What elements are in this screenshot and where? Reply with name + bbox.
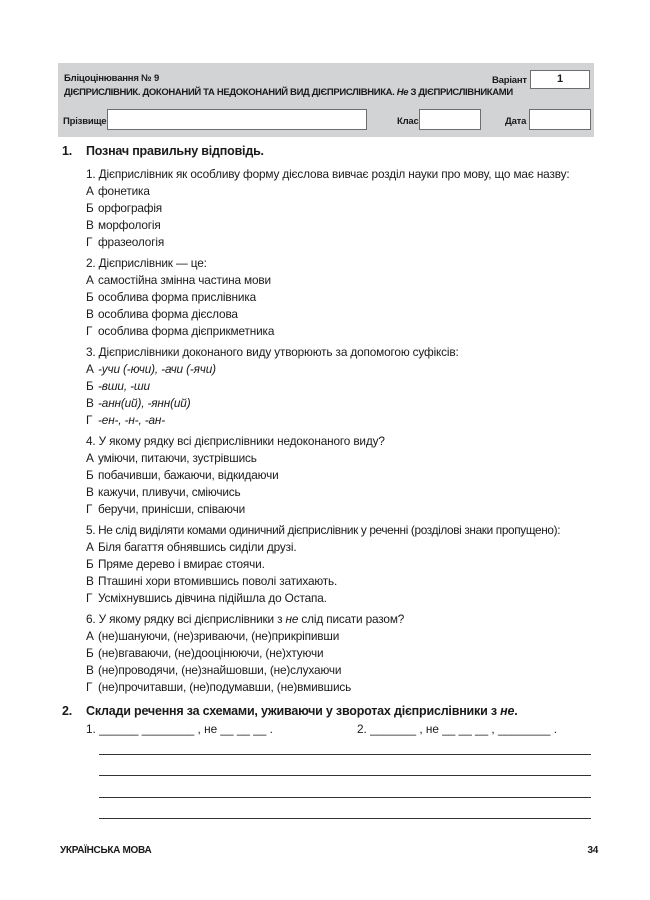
variant-value: 1 [556, 73, 564, 85]
q2-option-b[interactable]: Б особлива форма прислівника [86, 290, 256, 304]
class-label: Клас [397, 116, 419, 127]
variant-box [530, 70, 590, 89]
header-panel [58, 63, 594, 137]
q5-option-d[interactable]: Г Усміхнувшись дівчина підійшла до Остапа. [86, 591, 327, 605]
question-3: 3. Дієприслівники доконаного виду утворюють за допомогою суфіксів: [86, 345, 459, 359]
q2-option-d[interactable]: Г особлива форма дієприкметника [86, 324, 275, 338]
footer-subject: УКРАЇНСЬКА МОВА [60, 845, 152, 856]
answer-line[interactable] [99, 754, 591, 755]
q4-option-c[interactable]: В кажучи, пливучи, сміючись [86, 485, 241, 499]
q4-option-a[interactable]: А уміючи, питаючи, зустрівшись [86, 451, 257, 465]
q4-option-d[interactable]: Г беручи, принісши, співаючи [86, 502, 246, 516]
surname-field[interactable] [107, 109, 367, 130]
q1-option-a[interactable]: А фонетика [86, 184, 150, 198]
question-4: 4. У якому рядку всі дієприслівники недоконаного виду? [86, 434, 385, 448]
answer-line[interactable] [99, 775, 591, 776]
question-2: 2. Дієприслівник — це: [86, 256, 207, 270]
q6-option-a[interactable]: А (не)шануючи, (не)зриваючи, (не)прикріпивши [86, 629, 340, 643]
q3-option-a[interactable]: А -учи (-ючи), -ачи (-ячи) [86, 362, 216, 376]
question-6: 6. У якому рядку всі дієприслівники з не слід писати разом? [86, 612, 405, 626]
q6-option-b[interactable]: Б (не)вгаваючи, (не)дооцінюючи, (не)хтуючи [86, 646, 324, 660]
surname-label: Прізвище [63, 116, 107, 127]
task-1-number: 1. [62, 144, 73, 158]
q6-option-c[interactable]: В (не)проводячи, (не)знайшовши, (не)слухаючи [86, 663, 342, 677]
question-5: 5. Не слід виділяти комами одиничний дієприслівник у реченні (розділові знаки пропущено): [86, 523, 561, 537]
q4-option-b[interactable]: Б побачивши, бажаючи, відкидаючи [86, 468, 279, 482]
date-label: Дата [505, 116, 527, 127]
task-2-title: Склади речення за схемами, уживаючи у зворотах дієприслівники з не. [86, 704, 518, 718]
class-field[interactable] [419, 109, 481, 130]
q2-option-a[interactable]: А самостійна змінна частина мови [86, 273, 271, 287]
q1-option-d[interactable]: Г фразеологія [86, 235, 165, 249]
answer-line[interactable] [99, 797, 591, 798]
topic-title: ДІЄПРИСЛІВНИК. ДОКОНАНИЙ ТА НЕДОКОНАНИЙ ВИД ДІЄПРИСЛІВНИКА. Не З ДІЄПРИСЛІВНИКАМИ [64, 87, 513, 98]
work-number: Бліцоцінювання № 9 [64, 73, 160, 84]
q5-option-c[interactable]: В Пташині хори втомившись поволі затихають. [86, 574, 338, 588]
q3-option-d[interactable]: Г -ен-, -н-, -ан- [86, 413, 166, 427]
scheme-2: 2. _______ , не __ __ __ , ________ . [357, 722, 558, 736]
question-1: 1. Дієприслівник як особливу форму дієслова вивчає розділ науки про мову, що має назву: [86, 167, 570, 181]
q3-option-c[interactable]: В -анн(ий), -янн(ий) [86, 396, 191, 410]
scheme-1: 1. ______ ________ , не __ __ __ . [86, 722, 273, 736]
task-2-number: 2. [62, 704, 73, 718]
q1-option-c[interactable]: В морфологія [86, 218, 161, 232]
answer-line[interactable] [99, 818, 591, 819]
q3-option-b[interactable]: Б -вши, -ши [86, 379, 150, 393]
q2-option-c[interactable]: В особлива форма дієслова [86, 307, 238, 321]
q5-option-b[interactable]: Б Пряме дерево і вмирає стоячи. [86, 557, 265, 571]
variant-label: Варіант [492, 75, 527, 86]
page-number: 34 [587, 845, 598, 856]
q5-option-a[interactable]: А Біля багаття обнявшись сиділи друзі. [86, 540, 297, 554]
q1-option-b[interactable]: Б орфографія [86, 201, 163, 215]
q6-option-d[interactable]: Г (не)прочитавши, (не)подумавши, (не)вмившись [86, 680, 352, 694]
date-field[interactable] [529, 109, 591, 130]
task-1-title: Познач правильну відповідь. [86, 144, 264, 158]
